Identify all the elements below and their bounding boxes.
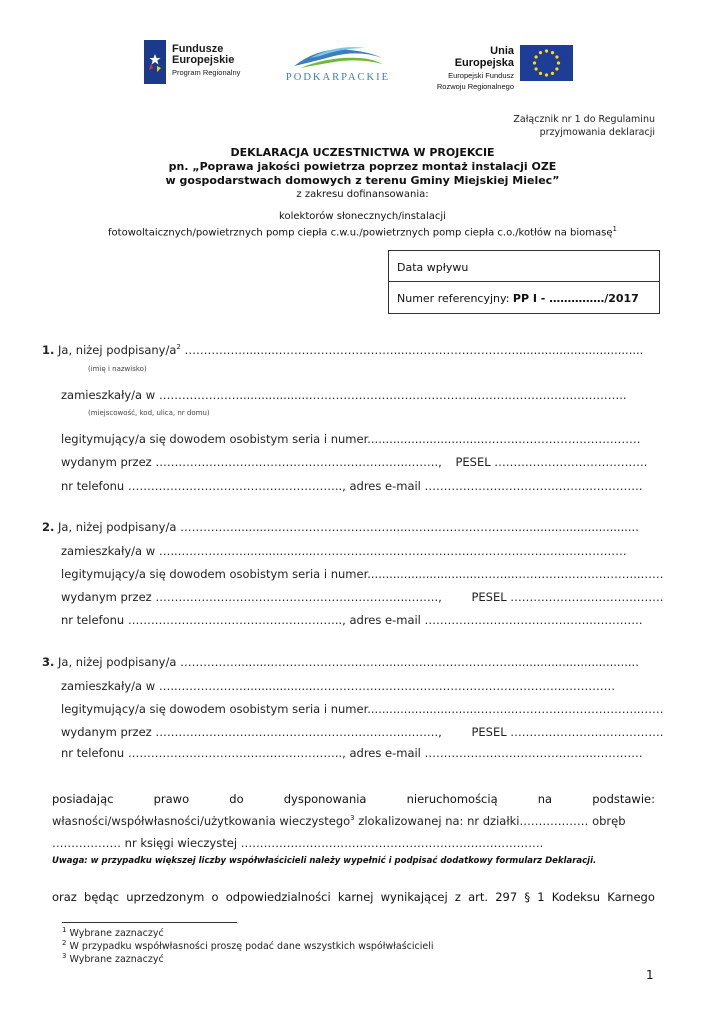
person2-email-label: adres e-mail [349, 613, 421, 627]
person1-email-label: adres e-mail [349, 479, 421, 493]
project-name-line1: pn. „Poprawa jakości powietrza poprzez montaż instalacji OZE [168, 160, 557, 173]
person1-name-row [42, 343, 643, 357]
person3-number: 3. [42, 655, 55, 669]
person2-issued-row [61, 590, 663, 604]
criminal-liability-line [52, 890, 655, 904]
person1-id-field[interactable]: .................................……...…………….…………… [367, 432, 641, 446]
person2-address-row [61, 544, 627, 558]
plot-number-field[interactable]: zlokalizowanej na: nr działki……………… obręb [354, 814, 626, 828]
footnote-1-num: 1 [62, 926, 67, 934]
person2-email-field[interactable]: ……………………………………..…………. [424, 613, 643, 627]
person1-contact-row [61, 479, 643, 493]
person2-address-field[interactable]: …..………………...................……………………………………………………………………… [158, 544, 627, 558]
liability-word: § [524, 890, 531, 904]
person1-address-row [61, 388, 627, 402]
unia-europejska-logo [428, 45, 574, 91]
person1-name-hint: (imię i nazwisko) [88, 365, 147, 373]
reference-number [397, 292, 639, 305]
declaration-title: DEKLARACJA UCZESTNICTWA W PROJEKCIE [230, 146, 495, 159]
person3-name-row [42, 655, 639, 669]
land-register-field[interactable]: ……………… nr księgi wieczystej ……………………………………………………………………. [52, 836, 544, 850]
person3-name-field[interactable]: ……………..........………………………….....………………………................................... [176, 655, 639, 669]
person3-id-field[interactable]: ...............................……...…………….……………..…… [367, 702, 664, 716]
liability-word: oraz [52, 890, 77, 904]
person1-issued-label: wydanym przez [61, 455, 156, 469]
person1-name-field[interactable]: ……………..........………………………….....………………………................................... [180, 343, 644, 357]
person2-issued-field[interactable]: …………………….…………………………………..…….., [155, 590, 442, 604]
liability-word: wynikającej [380, 890, 448, 904]
person3-address-field[interactable]: …..………………...................…………………………………………………………………… [158, 679, 616, 693]
scope-line2 [0, 223, 725, 239]
person2-id-field[interactable]: ...............................……...…………….……………..…… [367, 567, 664, 581]
person2-issued-label: wydanym przez [61, 590, 156, 604]
person1-number: 1. [42, 343, 55, 357]
fe-logo-line3: Program Regionalny [172, 68, 241, 77]
property-line1 [52, 792, 655, 806]
liability-word: karnej [337, 890, 374, 904]
person2-pesel-field[interactable]: …………………………………. [510, 590, 664, 604]
liability-word: Kodeksu [551, 890, 601, 904]
ownership-type-options[interactable]: własności/współwłasności/użytkowania wieczystego [52, 814, 351, 828]
person3-id-row [61, 702, 664, 716]
person1-phone-field[interactable]: ……………………………………………….., [127, 479, 346, 493]
fe-logo-line1: Fundusze [172, 43, 224, 55]
person1-issued-row [61, 455, 647, 469]
box-divider [389, 281, 659, 282]
fe-flag-icon [144, 40, 166, 84]
scope-label: z zakresu dofinansowania: [296, 189, 429, 200]
liability-word: art. [468, 890, 489, 904]
liability-word: z [454, 890, 461, 904]
person3-issued-row [61, 725, 663, 739]
person2-contact-row [61, 613, 643, 627]
person1-address-label: zamieszkały/a w [61, 388, 159, 402]
footnote-ref-3: 3 [350, 814, 355, 823]
property-word: dysponowania [283, 792, 367, 806]
person3-phone-label: nr telefonu [61, 746, 128, 760]
reference-box [388, 250, 660, 314]
liability-word: odpowiedzialności [225, 890, 331, 904]
liability-word: będąc [84, 890, 120, 904]
person3-address-label: zamieszkały/a w [61, 679, 159, 693]
annex-note [513, 113, 655, 139]
receipt-date-label: Data wpływu [397, 261, 469, 274]
person1-address-hint: (miejscowość, kod, ulica, nr domu) [88, 409, 210, 417]
annex-line2: przyjmowania deklaracji [539, 127, 655, 138]
person1-email-field[interactable]: ……………………………………..…………. [424, 479, 643, 493]
fe-logo-line2: Europejskie [172, 54, 235, 66]
person1-pesel-field[interactable]: …………………………………. [494, 455, 648, 469]
property-word: nieruchomością [406, 792, 498, 806]
person1-address-field[interactable]: …………………...................……………………………………………………………………….. [158, 388, 627, 402]
property-word: na [537, 792, 553, 806]
person3-pesel-field[interactable]: …………………………………. [510, 725, 664, 739]
liability-word: uprzedzonym [126, 890, 205, 904]
property-word: prawo [153, 792, 190, 806]
footnote-1-text: Wybrane zaznaczyć [69, 928, 164, 940]
podkarpackie-text: PODKARPACKIE [285, 72, 391, 83]
footnote-1 [62, 926, 164, 939]
footnote-2-num: 2 [62, 939, 67, 947]
footnote-ref-1: 1 [612, 225, 617, 233]
warning-note: Uwaga: w przypadku większej liczby współwłaścicieli należy wypełnić i podpisać dodatkowy formularz Deklaracji. [52, 856, 597, 866]
person3-pesel-label: PESEL [471, 725, 507, 739]
person1-issued-field[interactable]: …………………….…………………………………..…….., [155, 455, 442, 469]
person3-phone-field[interactable]: ……………………………………………….., [127, 746, 346, 760]
footnote-ref-2: 2 [176, 343, 181, 352]
footnote-3-num: 3 [62, 952, 67, 960]
project-name-line2: w gospodarstwach domowych z terenu Gminy Miejskiej Mielec” [165, 174, 560, 187]
liability-word: 297 [495, 890, 518, 904]
person3-issued-field[interactable]: …………………….…………………………………..…….., [155, 725, 442, 739]
eu-flag-icon [520, 45, 573, 81]
podkarpackie-logo [282, 44, 394, 86]
footnote-2 [62, 939, 434, 952]
property-word: do [229, 792, 244, 806]
person3-email-label: adres e-mail [349, 746, 421, 760]
person3-name-label: Ja, niżej podpisany/a [58, 655, 177, 669]
liability-word: Karnego [607, 890, 655, 904]
ue-logo-line2: Europejski Fundusz [448, 71, 514, 80]
person1-phone-label: nr telefonu [61, 479, 128, 493]
scope-line1: kolektorów słonecznych/instalacji [279, 211, 446, 222]
annex-line1: Załącznik nr 1 do Regulaminu [513, 114, 655, 125]
person3-address-row [61, 679, 615, 693]
person1-id-row [61, 432, 641, 446]
footnote-3-text: Wybrane zaznaczyć [69, 954, 164, 966]
ue-logo-line1: Unia Europejska [454, 45, 514, 69]
person2-pesel-label: PESEL [471, 590, 507, 604]
person2-address-label: zamieszkały/a w [61, 544, 159, 558]
property-line2 [52, 814, 626, 828]
person3-issued-label: wydanym przez [61, 725, 156, 739]
page-number: 1 [646, 968, 654, 982]
person2-name-field[interactable]: ……………..........………………………….....………………………................................... [176, 520, 639, 534]
property-word: podstawie: [592, 792, 655, 806]
podkarpackie-wave-icon [290, 44, 386, 70]
footnote-2-text: W przypadku współwłasności proszę podać dane wszystkich współwłaścicieli [69, 941, 434, 953]
person3-email-field[interactable]: ……………………………………..…………. [424, 746, 643, 760]
reference-number-value[interactable]: PP I - ……………/2017 [512, 292, 639, 305]
liability-word: 1 [537, 890, 545, 904]
scope-line2-text: fotowoltaicznych/powietrznych pomp ciepła c.w.u./powietrznych pomp ciepła c.o./kotłów na biomasę [108, 227, 613, 239]
person2-phone-field[interactable]: ……………………………………………….., [127, 613, 346, 627]
person2-id-label: legitymujący/a się dowodem osobistym seria i numer [61, 567, 368, 581]
person1-pesel-label: PESEL [455, 455, 491, 469]
liability-word: o [211, 890, 219, 904]
ue-logo-line3: Rozwoju Regionalnego [436, 82, 514, 91]
person1-id-label: legitymujący/a się dowodem osobistym seria i numer [61, 432, 368, 446]
footnote-separator [62, 922, 237, 923]
person2-number: 2. [42, 520, 55, 534]
person2-name-label: Ja, niżej podpisany/a [58, 520, 177, 534]
footnote-3 [62, 952, 164, 965]
person2-id-row [61, 567, 664, 581]
person1-name-label: Ja, niżej podpisany/a [58, 343, 177, 357]
fundusze-europejskie-logo [144, 40, 259, 84]
reference-number-label: Numer referencyjny: [397, 292, 513, 305]
property-word: posiadając [52, 792, 114, 806]
person2-phone-label: nr telefonu [61, 613, 128, 627]
person3-contact-row [61, 746, 643, 760]
person2-name-row [42, 520, 639, 534]
person3-id-label: legitymujący/a się dowodem osobistym seria i numer [61, 702, 368, 716]
